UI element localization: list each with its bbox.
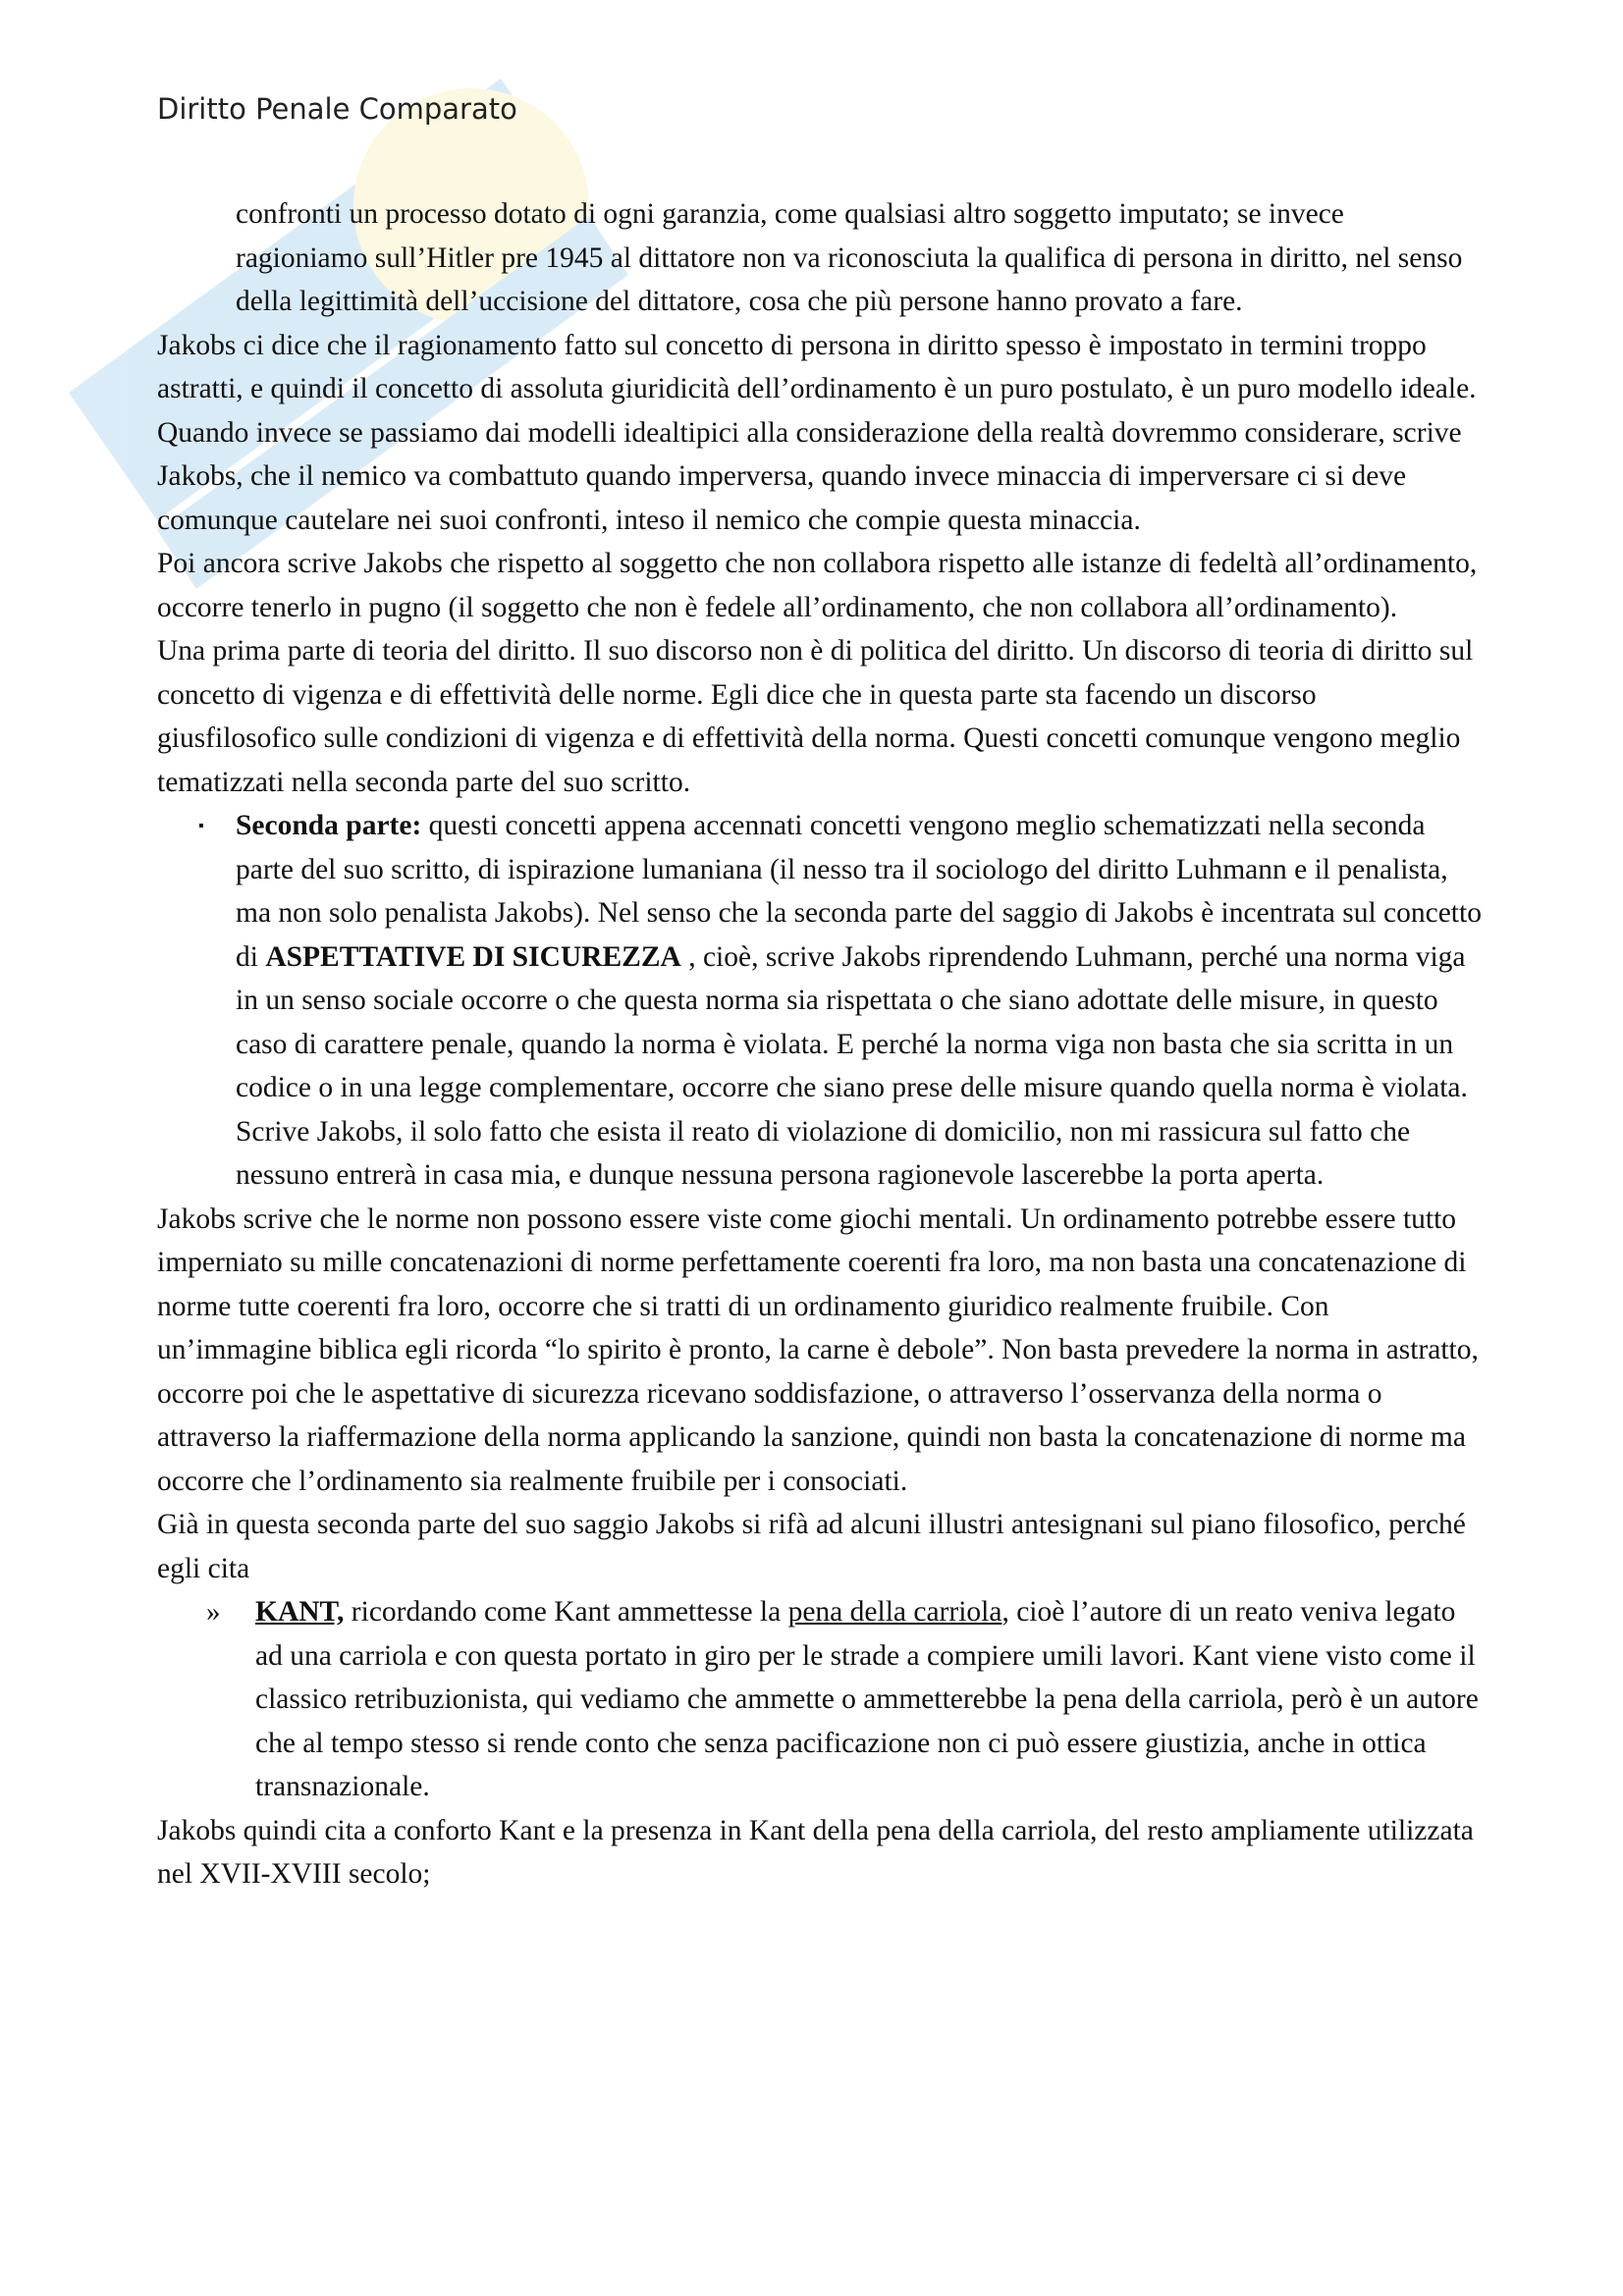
pena-carriola-term: pena della carriola [787,1596,1002,1628]
paragraph-conforto-kant: Jakobs quindi cita a conforto Kant e la presenza in Kant della pena della carriola, del resto ampliamente utilizzata nel XVII-XVIII secolo; [157,1814,1474,1890]
bullet-seconda-parte-heading: Seconda parte: [236,810,422,841]
paragraph-continuation: confronti un processo dotato di ogni garanzia, come qualsiasi altro soggetto imputato; se invece ragioniamo sull’Hitler pre 1945 al dittatore non va riconosciuta la qualifica di persona in diritto, nel senso della legittimità dell’uccisione del dittatore, cosa che più persone hanno provato a fare. [236,198,1463,317]
paragraph-giochi-mentali: Jakobs scrive che le norme non possono essere viste come giochi mentali. Un ordinamento potrebbe essere tutto imperniato su mille concatenazioni di norme perfettamente coerenti fra loro, ma non basta una concatenazione di norme tutte coerenti fra loro, occorre che si tratti di un ordinamento giuridico realmente fruibile. Con un’immagine biblica egli ricorda “lo spirito è pronto, la carne è debole”. Non basta prevedere la norma in astratto, occorre poi che le aspettative di sicurezza ricevano soddisfazione, o attraverso l’osservanza della norma o attraverso la riaffermazione della norma applicando la sanzione, quindi non basta la concatenazione di norme ma occorre che l’ordinamento sia realmente fruibile per i consociati. [157,1202,1479,1497]
paragraph-jakobs-soggetto: Poi ancora scrive Jakobs che rispetto al soggetto che non collabora rispetto alle istanze di fedeltà all’ordinamento, occorre tenerlo in pugno (il soggetto che non è fedele all’ordinamento, che non collabora all’ordinamento). [157,548,1478,623]
page-header-title: Diritto Penale Comparato [157,92,517,126]
bullet-kant [157,1590,1483,1809]
bullet-seconda-parte [157,804,1483,1198]
aspettative-sicurezza-term: ASPETTATIVE DI SICUREZZA [265,940,681,973]
paragraph-prima-parte: Una prima parte di teoria del diritto. Il suo discorso non è di politica del diritto. Un discorso di teoria di diritto sul concetto di vigenza e di effettività delle norme. Egli dice che in questa parte sta facendo un discorso giusfilosofico sulle condizioni di vigenza e di effettività della norma. Questi concetti comunque vengono meglio tematizzati nella seconda parte del suo scritto. [157,635,1474,798]
guillemet-bullet-icon: » [206,1596,221,1628]
square-bullet-icon: ▪ [198,818,204,834]
paragraph-antesignani: Già in questa seconda parte del suo saggio Jakobs si rifà ad alcuni illustri antesignani sul piano filosofico, perché egli cita [157,1509,1466,1584]
bullet-seconda-parte-text-b: , cioè, scrive Jakobs riprendendo Luhmann, perché una norma viga in un senso sociale occorre o che questa norma sia rispettata o che siano adottate delle misure, in questo caso di carattere penale, quando la norma è violata. E perché la norma viga non basta che sia scritta in un codice o in una legge complementare, occorre che siano prese delle misure quando quella norma è violata. Scrive Jakobs, il solo fatto che esista il reato di violazione di domicilio, non mi rassicura sul fatto che nessuno entrerà in casa mia, e dunque nessuna persona ragionevole lascerebbe la porta aperta. [236,940,1468,1191]
paragraph-jakobs-persona: Jakobs ci dice che il ragionamento fatto sul concetto di persona in diritto spesso è impostato in termini troppo astratti, e quindi il concetto di assoluta giuridicità dell’ordinamento è un puro postulato, è un puro modello ideale. Quando invece se passiamo dai modelli idealtipici alla considerazione della realtà dovremmo considerare, scrive Jakobs, che il nemico va combattuto quando imperversa, quando invece minaccia di imperversare ci si deve comunque cautelare nei suoi confronti, inteso il nemico che compie questa minaccia. [157,329,1477,536]
bullet-kant-text-b: , cioè l’autore di un reato veniva legato ad una carriola e con questa portato in giro per le strade a compiere umili lavori. Kant viene visto come il classico retribuzionista, qui vediamo che ammette o ammetterebbe la pena della carriola, però è un autore che al tempo stesso si rende conto che senza pacificazione non ci può essere giustizia, anche in ottica transnazionale. [255,1596,1479,1802]
document-body [157,192,1483,1896]
bullet-kant-text-a: ricordando come Kant ammettesse la [344,1596,788,1628]
kant-heading: KANT, [255,1596,345,1628]
bullet-seconda-parte-text-a: questi concetti appena accennati concetti vengono meglio schematizzati nella seconda parte del suo scritto, di ispirazione lumaniana (il nesso tra il sociologo del diritto Luhmann e il penalista, ma non solo penalista Jakobs). Nel senso che la seconda parte del saggio di Jakobs è incentrata sul concetto di [236,810,1482,973]
